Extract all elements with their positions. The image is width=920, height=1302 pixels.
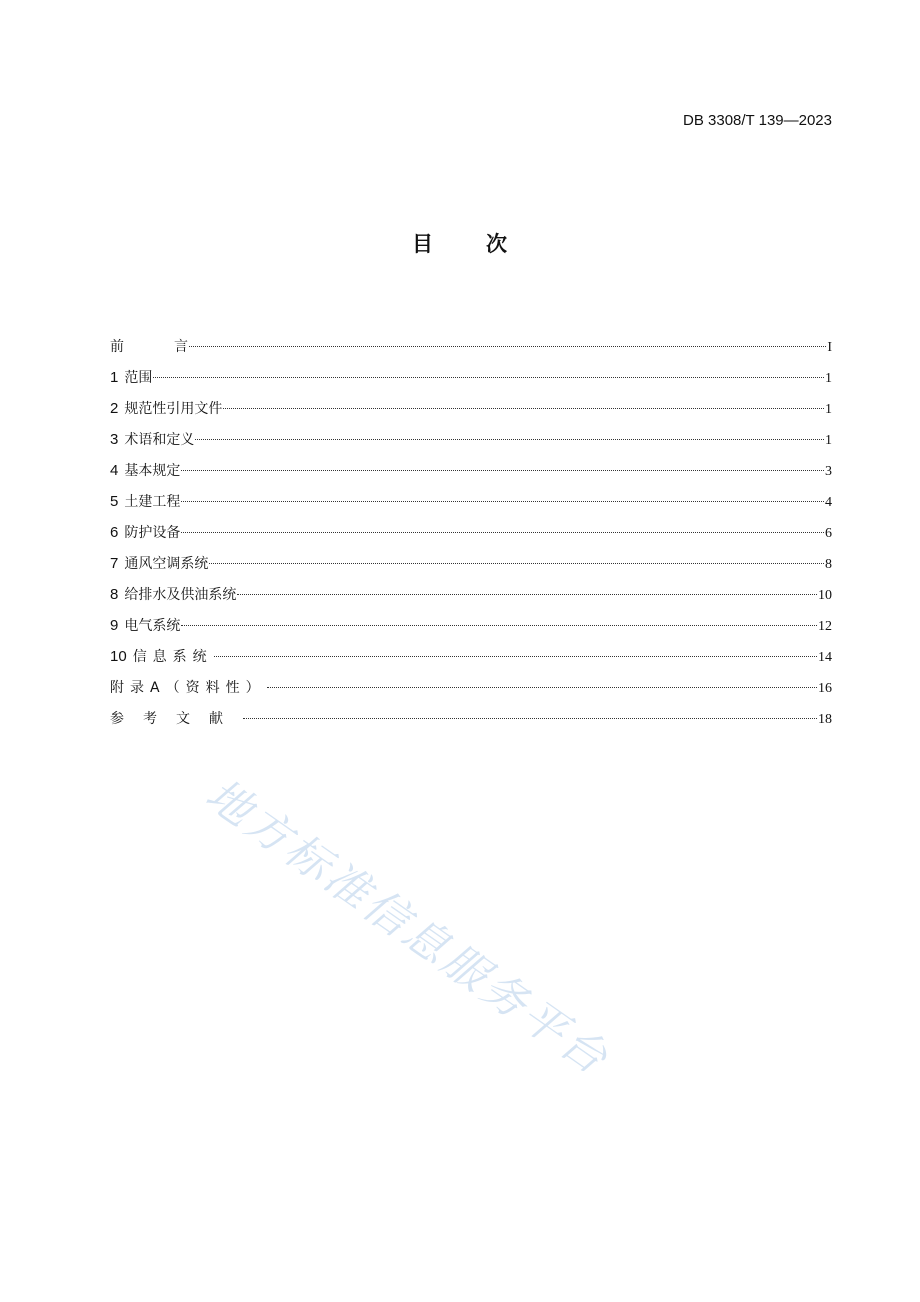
toc-entry-10[interactable] — [110, 645, 832, 676]
toc-section-number: 2 — [110, 400, 119, 417]
toc-label: 规范性引用文件 — [124, 401, 223, 417]
toc-leader — [153, 377, 824, 378]
toc-leader — [181, 501, 824, 502]
toc-section-number: 6 — [110, 524, 119, 541]
page-title — [0, 228, 920, 258]
toc-label: 电气系统 — [124, 618, 181, 634]
toc-leader — [181, 532, 824, 533]
toc-page-number: 1 — [825, 371, 832, 386]
toc-page-number: 10 — [818, 588, 832, 603]
toc-leader — [195, 439, 824, 440]
document-code: DB 3308/T 139—2023 — [683, 112, 832, 129]
toc-label: 基本规定 — [124, 463, 181, 479]
toc-entry-7[interactable] — [110, 552, 832, 583]
toc-label: 范围 — [124, 370, 153, 386]
toc-entry-5[interactable] — [110, 490, 832, 521]
toc-leader — [243, 718, 817, 719]
toc-entry-6[interactable] — [110, 521, 832, 552]
preface-char-2: 言 — [174, 339, 188, 355]
toc-leader — [223, 408, 824, 409]
toc-entry-references[interactable] — [110, 707, 832, 738]
watermark: 地方标准信息服务平台 — [196, 769, 619, 1087]
toc-label: 通风空调系统 — [124, 556, 209, 572]
toc-section-number: 5 — [110, 493, 119, 510]
toc-leader — [237, 594, 817, 595]
toc-section-number: 8 — [110, 586, 119, 603]
toc-page-number: 4 — [825, 495, 832, 510]
toc-page-number: I — [827, 340, 832, 355]
toc-page-number: 12 — [818, 619, 832, 634]
toc-leader — [181, 470, 824, 471]
toc-page-number: 6 — [825, 526, 832, 541]
toc-label: 给排水及供油系统 — [124, 587, 237, 603]
toc-entry-3[interactable] — [110, 428, 832, 459]
preface-char-1: 前 — [110, 339, 124, 355]
toc-label: 术语和定义 — [124, 432, 195, 448]
toc-label: 附录A（资料性） — [110, 680, 266, 696]
title-part-1: 目 — [412, 232, 434, 256]
toc-page-number: 16 — [818, 681, 832, 696]
toc-entry-appendix-a[interactable] — [110, 676, 832, 707]
toc-entry-2[interactable] — [110, 397, 832, 428]
toc-entry-4[interactable] — [110, 459, 832, 490]
toc-page-number: 8 — [825, 557, 832, 572]
toc-label: 参考文献 — [110, 711, 242, 727]
toc-entry-preface[interactable] — [110, 335, 832, 366]
toc-label: 信息系统 — [132, 649, 213, 665]
toc-section-number: 1 — [110, 369, 119, 386]
toc-label: 土建工程 — [124, 494, 181, 510]
toc-section-number: 9 — [110, 617, 119, 634]
toc-page-number: 1 — [825, 433, 832, 448]
toc-entry-9[interactable] — [110, 614, 832, 645]
toc-section-number: 10 — [110, 648, 127, 665]
title-part-2: 次 — [486, 232, 508, 256]
table-of-contents — [110, 335, 832, 738]
toc-leader — [214, 656, 817, 657]
toc-section-number: 7 — [110, 555, 119, 572]
toc-page-number: 18 — [818, 712, 832, 727]
toc-page-number: 3 — [825, 464, 832, 479]
toc-leader — [189, 346, 826, 347]
toc-section-number: 3 — [110, 431, 119, 448]
toc-section-number: 4 — [110, 462, 119, 479]
toc-entry-8[interactable] — [110, 583, 832, 614]
toc-leader — [267, 687, 817, 688]
toc-label — [110, 335, 188, 359]
toc-entry-1[interactable] — [110, 366, 832, 397]
toc-page-number: 1 — [825, 402, 832, 417]
toc-leader — [181, 625, 817, 626]
toc-label: 防护设备 — [124, 525, 181, 541]
toc-page-number: 14 — [818, 650, 832, 665]
toc-leader — [209, 563, 824, 564]
